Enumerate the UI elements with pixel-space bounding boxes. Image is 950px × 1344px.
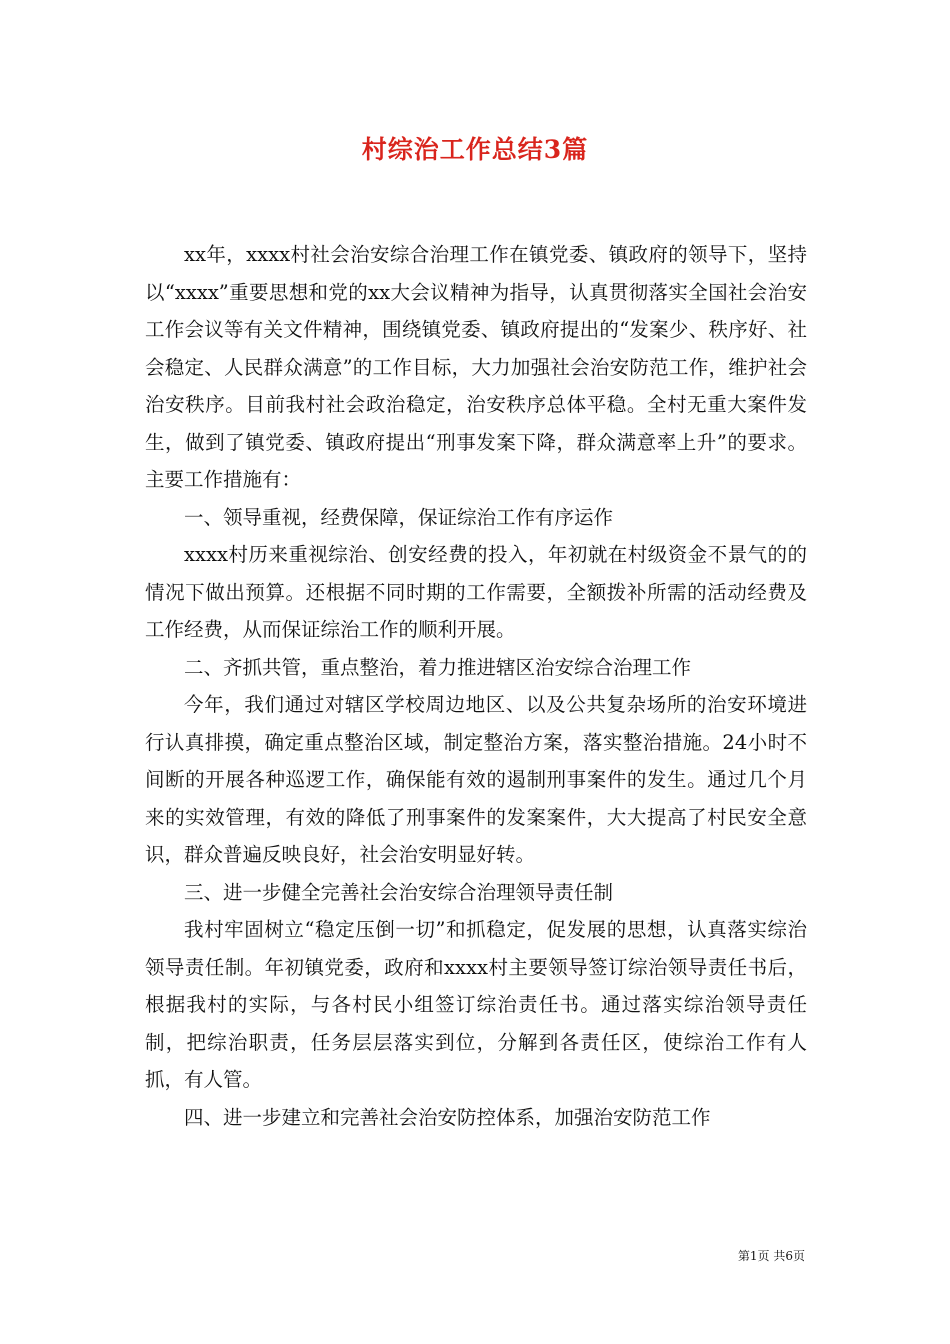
section-heading: 一、领导重视，经费保障，保证综治工作有序运作	[184, 505, 614, 529]
paragraph: xxxx村历来重视综治、创安经费的投入，年初就在村级资金不景气的的情况下做出预算。还根据不同时期的工作需要，全额拨补所需的活动经费及工作经费，从而保证综治工作的顺利开展。	[145, 543, 807, 641]
page-number: 第1页 共6页	[737, 1249, 805, 1263]
paragraph: 我村牢固树立“稳定压倒一切”和抓稳定，促发展的思想，认真落实综治领导责任制。年初镇党委，政府和xxxx村主要领导签订综治领导责任书后，根据我村的实际，与各村民小组签订综治责任书。通过落实综治领导责任制，把综治职责，任务层层落实到位，分解到各责任区，使综治工作有人抓，有人管。	[145, 918, 807, 1091]
section-heading: 四、进一步建立和完善社会治安防控体系，加强治安防范工作	[184, 1105, 711, 1129]
section-heading: 三、进一步健全完善社会治安综合治理领导责任制	[184, 880, 614, 904]
section-heading: 二、齐抓共管，重点整治，着力推进辖区治安综合治理工作	[184, 655, 692, 679]
document-body	[145, 236, 807, 1136]
paragraph: xx年，xxxx村社会治安综合治理工作在镇党委、镇政府的领导下，坚持以“xxxx”重要思想和党的xx大会议精神为指导，认真贯彻落实全国社会治安工作会议等有关文件精神，围绕镇党委、镇政府提出的“发案少、秩序好、社会稳定、人民群众满意”的工作目标，大力加强社会治安防范工作，维护社会治安秩序。目前我村社会政治稳定，治安秩序总体平稳。全村无重大案件发生，做到了镇党委、镇政府提出“刑事发案下降，群众满意率上升”的要求。主要工作措施有：	[145, 243, 807, 491]
document-title: 村综治工作总结3篇	[361, 135, 589, 164]
paragraph: 今年，我们通过对辖区学校周边地区、以及公共复杂场所的治安环境进行认真排摸，确定重点整治区域，制定整治方案，落实整治措施。24小时不间断的开展各种巡逻工作，确保能有效的遏制刑事案件的发生。通过几个月来的实效管理，有效的降低了刑事案件的发案案件，大大提高了村民安全意识，群众普遍反映良好，社会治安明显好转。	[145, 693, 807, 866]
